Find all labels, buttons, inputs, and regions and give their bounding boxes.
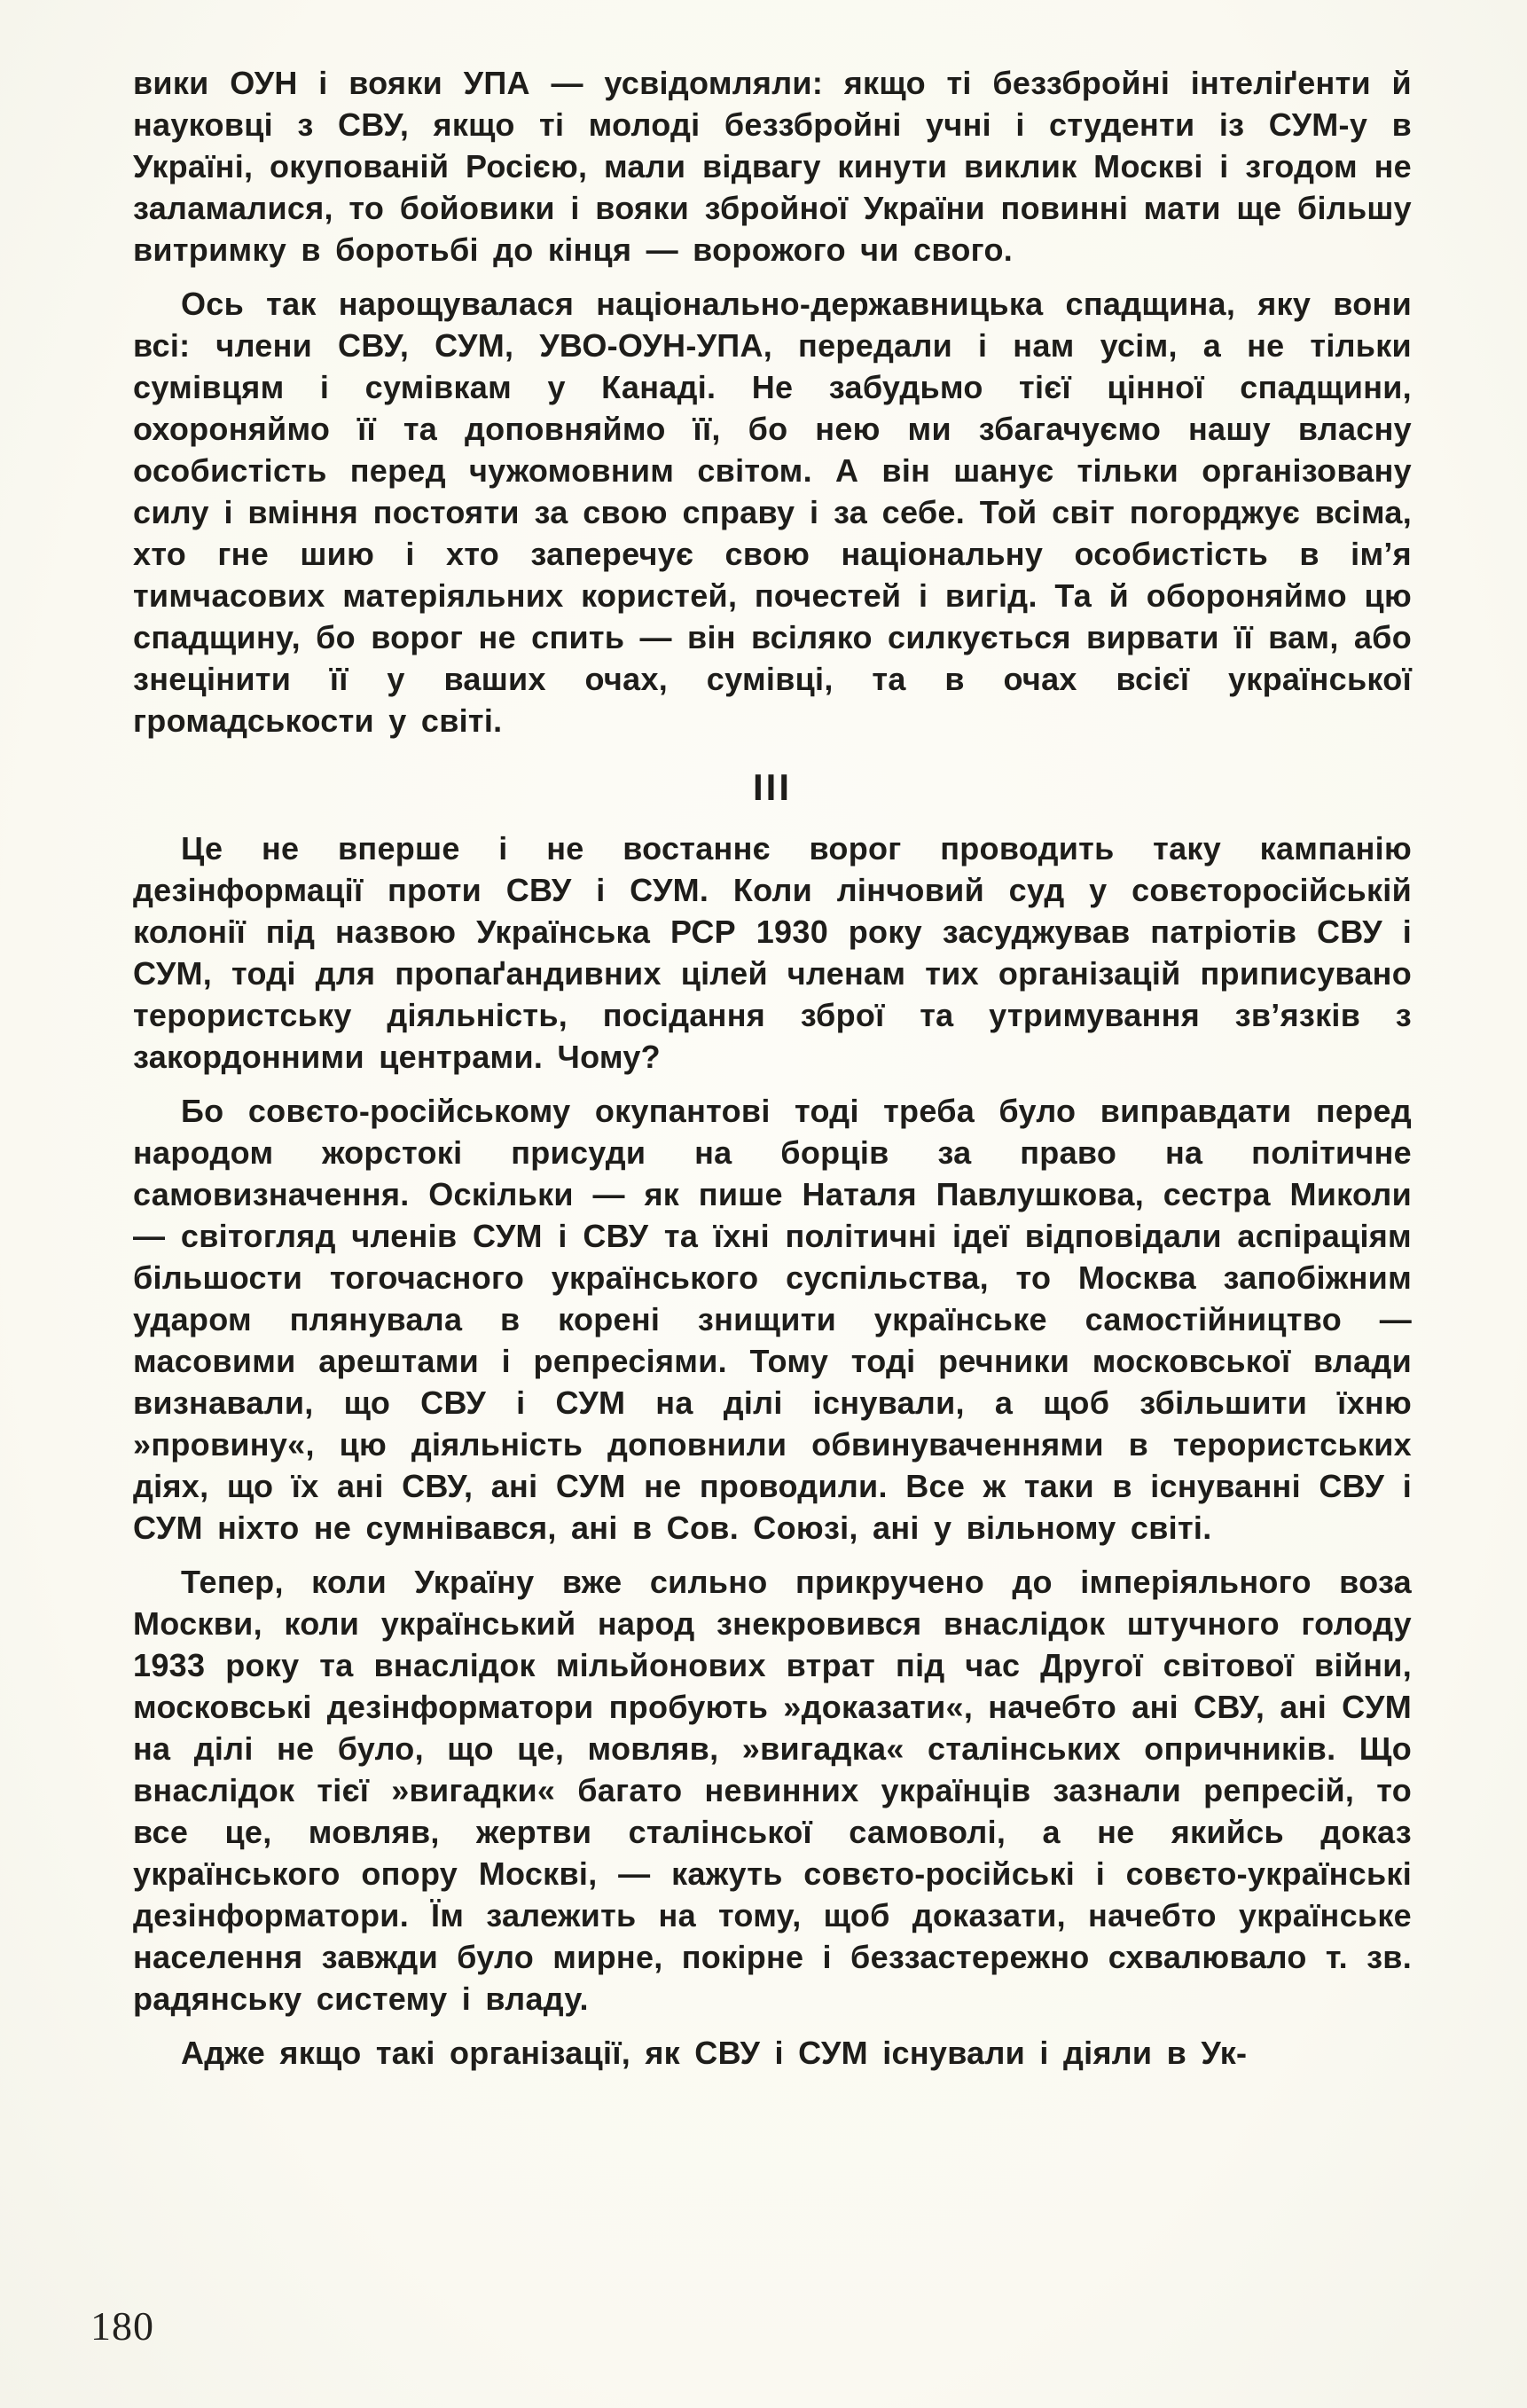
section-heading-roman-numeral: III	[752, 766, 792, 808]
paragraph-soviet-justification: Бо совєто-російському окупантові тоді треба було виправдати перед народом жорстокі присуди на борців за право на політичне самовизначення. Оскільки — як пише Наталя Павлушкова, сестра Миколи — світогляд членів СУМ і СВУ та їхні політичні ідеї відповідали аспіраціям більшости тогочасного українського суспільства, то Москва запобіжним ударом плянувала в корені знищити українське самостійництво — масовими арештами і репресіями. Тому тоді речники московської влади визнавали, що СВУ і СУМ на ділі існували, а щоб збільшити їхню »провину«, цю діяльність доповнили обвинуваченнями в терористських діях, що їх ані СВУ, ані СУМ не проводили. Все ж таки в існуванні СВУ і СУМ ніхто не сумнівався, ані в Сов. Союзі, ані у вільному світі.	[133, 1093, 1412, 1546]
paragraph-disinformation-campaign: Це не вперше і не востаннє ворог проводить таку кампанію дезінформації проти СВУ і СУМ. Коли лінчовий суд у совєторосійській колонії під назвою Українська РСР 1930 року засуджував патріотів СВУ і СУМ, тоді для пропаґандивних цілей членам тих організацій приписувано терористську діяльність, посідання зброї та утримування зв’язків з закордонними центрами. Чому?	[133, 830, 1412, 1075]
paragraph-heritage: Ось так нарощувалася національно-державницька спадщина, яку вони всі: члени СВУ, СУМ, УВО-ОУН-УПА, передали і нам усім, а не тільки сумівцям і сумівкам у Канаді. Не забудьмо тієї цінної спадщини, охороняймо її та доповняймо її, бо нею ми збагачуємо нашу власну особистість перед чужомовним світом. А він шанує тільки організовану силу і вміння постояти за свою справу і за себе. Той світ погорджує всіма, хто гне шию і хто заперечує свою національну особистість в ім’я тимчасових матеріяльних користей, почестей і вигід. Та й обороняймо цю спадщину, бо ворог не спить — він всіляко силкується вирвати її вам, або знецінити її у ваших очах, сумівці, та в очах всієї української громадськости у світі.	[133, 286, 1412, 739]
paragraph-final-partial: Адже якщо такі організації, як СВУ і СУМ існували і діяли в Ук-	[181, 2035, 1248, 2071]
paragraph-modern-disinformation: Тепер, коли Україну вже сильно прикручено до імперіяльного воза Москви, коли український народ знекровився внаслідок штучного голоду 1933 року та внаслідок мільйонових втрат під час Другої світової війни, московські дезінформатори пробують »доказати«, начебто ані СВУ, ані СУМ на ділі не було, що це, мовляв, »вигадка« сталінських опричників. Що внаслідок тієї »вигадки« багато невинних українців зазнали репресій, то все це, мовляв, жертви сталінської самоволі, а не якийсь доказ українського опору Москві, — кажуть совєто-російські і совєто-українські дезінформатори. Їм залежить на тому, щоб доказати, начебто українське населення завжди було мирне, покірне і беззастережно схвалювало т. зв. радянську систему і владу.	[133, 1564, 1412, 2017]
page-number: 180	[90, 2303, 154, 2349]
paragraph-continuation: вики ОУН і вояки УПА — усвідомляли: якщо ті беззбройні інтеліґенти й науковці з СВУ, якщо ті молоді беззбройні учні і студенти із СУМ-у в Україні, окупованій Росією, мали відвагу кинути виклик Москві і згодом не заламалися, то бойовики і вояки збройної України повинні мати ще більшу витримку в боротьбі до кінця — ворожого чи свого.	[133, 65, 1412, 268]
text-column	[133, 62, 1412, 2086]
